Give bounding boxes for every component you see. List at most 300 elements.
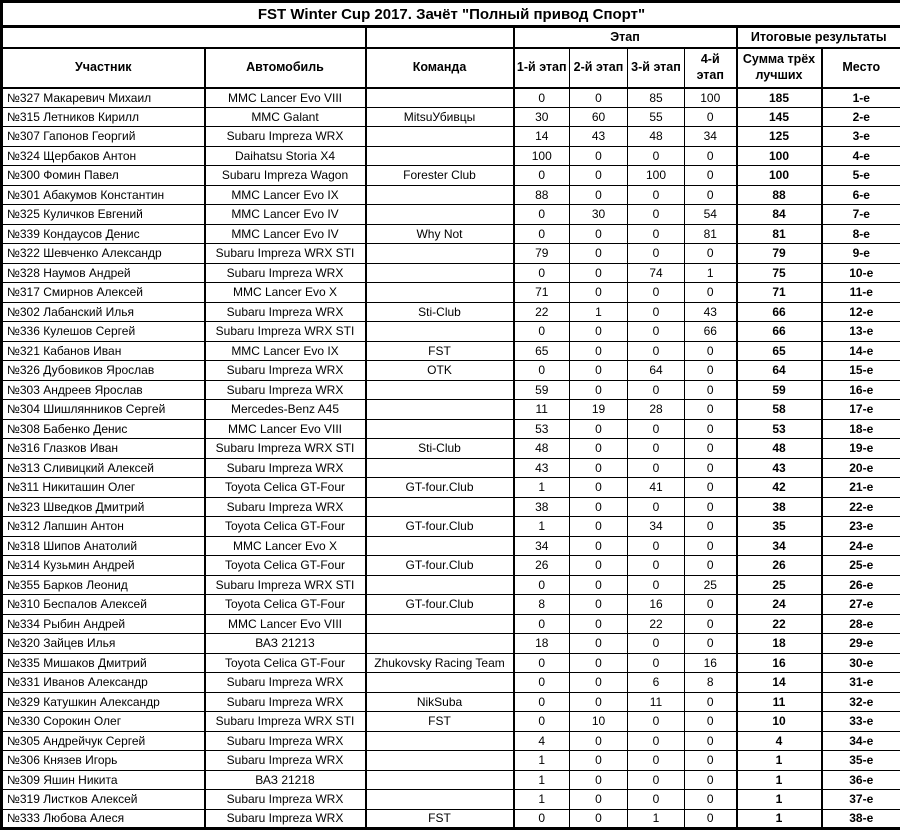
table-row [2,770,900,790]
table-row [2,458,900,478]
cell-stage-3: 0 [628,712,685,732]
cell-stage-2: 0 [570,458,628,478]
cell-participant: №327 Макаревич Михаил [2,88,205,108]
cell-team [366,770,514,790]
cell-place: 17-е [822,400,900,420]
cell-stage-1: 30 [514,107,570,127]
cell-car: MMC Lancer Evo IV [205,224,366,244]
cell-sum: 65 [737,341,822,361]
table-row [2,322,900,342]
table-row [2,575,900,595]
cell-team [366,185,514,205]
cell-stage-2: 0 [570,575,628,595]
cell-sum: 25 [737,575,822,595]
col-header-stage-1: 1-й этап [514,48,570,88]
col-header-sum: Сумма трёх лучших [737,48,822,88]
cell-place: 37-е [822,790,900,810]
cell-sum: 100 [737,166,822,186]
cell-stage-1: 0 [514,575,570,595]
cell-stage-1: 0 [514,673,570,693]
cell-stage-1: 18 [514,634,570,654]
cell-team: Zhukovsky Racing Team [366,653,514,673]
cell-stage-2: 0 [570,673,628,693]
cell-participant: №317 Смирнов Алексей [2,283,205,303]
cell-participant: №325 Куличков Евгений [2,205,205,225]
cell-team [366,673,514,693]
table-row [2,361,900,381]
cell-car: Subaru Impreza WRX [205,458,366,478]
cell-stage-2: 0 [570,419,628,439]
cell-sum: 66 [737,302,822,322]
table-row [2,244,900,264]
cell-car: Subaru Impreza WRX [205,673,366,693]
cell-sum: 81 [737,224,822,244]
cell-car: Subaru Impreza WRX STI [205,712,366,732]
cell-place: 38-е [822,809,900,829]
table-row [2,166,900,186]
cell-place: 3-е [822,127,900,147]
cell-stage-2: 0 [570,614,628,634]
cell-team [366,88,514,108]
cell-stage-3: 6 [628,673,685,693]
cell-team [366,790,514,810]
cell-car: Toyota Celica GT-Four [205,595,366,615]
cell-sum: 71 [737,283,822,303]
cell-participant: №311 Никиташин Олег [2,478,205,498]
cell-stage-2: 0 [570,185,628,205]
cell-participant: №320 Зайцев Илья [2,634,205,654]
cell-place: 33-е [822,712,900,732]
cell-stage-4: 0 [685,439,737,459]
cell-sum: 26 [737,556,822,576]
cell-stage-2: 0 [570,224,628,244]
cell-stage-2: 0 [570,439,628,459]
cell-place: 22-е [822,497,900,517]
cell-place: 7-е [822,205,900,225]
cell-place: 9-е [822,244,900,264]
cell-participant: №312 Лапшин Антон [2,517,205,537]
cell-stage-3: 0 [628,146,685,166]
cell-stage-2: 10 [570,712,628,732]
cell-stage-1: 38 [514,497,570,517]
cell-stage-1: 0 [514,692,570,712]
cell-stage-3: 48 [628,127,685,147]
cell-stage-3: 0 [628,575,685,595]
cell-car: Subaru Impreza WRX [205,809,366,829]
cell-team: FST [366,712,514,732]
cell-car: Subaru Impreza WRX [205,497,366,517]
cell-stage-2: 0 [570,380,628,400]
cell-car: MMC Galant [205,107,366,127]
table-row [2,341,900,361]
cell-team: MitsuУбивцы [366,107,514,127]
table-row [2,283,900,303]
cell-place: 2-е [822,107,900,127]
cell-sum: 100 [737,146,822,166]
cell-stage-1: 1 [514,517,570,537]
cell-team: Why Not [366,224,514,244]
cell-team [366,322,514,342]
cell-stage-3: 74 [628,263,685,283]
cell-stage-1: 22 [514,302,570,322]
cell-participant: №307 Гапонов Георгий [2,127,205,147]
cell-team [366,146,514,166]
cell-sum: 59 [737,380,822,400]
cell-stage-4: 34 [685,127,737,147]
cell-participant: №314 Кузьмин Андрей [2,556,205,576]
cell-place: 24-е [822,536,900,556]
table-row [2,302,900,322]
cell-stage-3: 0 [628,497,685,517]
cell-place: 1-е [822,88,900,108]
cell-stage-3: 0 [628,751,685,771]
cell-stage-2: 0 [570,244,628,264]
cell-participant: №331 Иванов Александр [2,673,205,693]
cell-team [366,283,514,303]
cell-stage-2: 0 [570,751,628,771]
cell-participant: №303 Андреев Ярослав [2,380,205,400]
cell-stage-2: 0 [570,497,628,517]
table-row [2,400,900,420]
cell-stage-2: 0 [570,634,628,654]
cell-stage-4: 0 [685,536,737,556]
cell-stage-1: 0 [514,653,570,673]
cell-stage-1: 0 [514,166,570,186]
cell-stage-1: 48 [514,439,570,459]
cell-stage-2: 0 [570,809,628,829]
cell-place: 13-е [822,322,900,342]
cell-stage-3: 0 [628,205,685,225]
cell-stage-1: 0 [514,614,570,634]
cell-stage-4: 54 [685,205,737,225]
cell-place: 6-е [822,185,900,205]
table-row [2,556,900,576]
cell-stage-4: 100 [685,88,737,108]
cell-team [366,751,514,771]
cell-car: Subaru Impreza WRX [205,790,366,810]
cell-place: 8-е [822,224,900,244]
table-row [2,653,900,673]
cell-car: MMC Lancer Evo VIII [205,419,366,439]
cell-stage-3: 0 [628,770,685,790]
cell-car: Subaru Impreza WRX [205,127,366,147]
cell-participant: №326 Дубовиков Ярослав [2,361,205,381]
cell-place: 28-е [822,614,900,634]
cell-car: Subaru Impreza WRX [205,731,366,751]
cell-team [366,575,514,595]
cell-participant: №339 Кондаусов Денис [2,224,205,244]
cell-stage-1: 0 [514,263,570,283]
cell-stage-4: 43 [685,302,737,322]
cell-car: Subaru Impreza WRX [205,263,366,283]
cell-sum: 1 [737,770,822,790]
cell-participant: №335 Мишаков Дмитрий [2,653,205,673]
table-row [2,224,900,244]
table-row [2,205,900,225]
cell-stage-3: 16 [628,595,685,615]
cell-participant: №318 Шипов Анатолий [2,536,205,556]
cell-car: MMC Lancer Evo VIII [205,614,366,634]
cell-team [366,458,514,478]
group-header-row [2,27,900,48]
cell-stage-3: 0 [628,419,685,439]
cell-stage-3: 0 [628,322,685,342]
cell-place: 4-е [822,146,900,166]
cell-car: Subaru Impreza WRX STI [205,322,366,342]
cell-sum: 24 [737,595,822,615]
cell-car: Mercedes-Benz A45 [205,400,366,420]
cell-stage-3: 0 [628,634,685,654]
cell-participant: №328 Наумов Андрей [2,263,205,283]
cell-stage-4: 81 [685,224,737,244]
cell-stage-1: 0 [514,712,570,732]
table-row [2,751,900,771]
cell-sum: 18 [737,634,822,654]
cell-participant: №301 Абакумов Константин [2,185,205,205]
cell-stage-4: 0 [685,166,737,186]
cell-stage-3: 0 [628,439,685,459]
cell-stage-2: 0 [570,146,628,166]
cell-sum: 10 [737,712,822,732]
page-title: FST Winter Cup 2017. Зачёт "Полный привод Спорт" [2,2,900,27]
cell-car: MMC Lancer Evo VIII [205,88,366,108]
cell-sum: 88 [737,185,822,205]
cell-stage-1: 65 [514,341,570,361]
col-header-stage-2: 2-й этап [570,48,628,88]
cell-stage-2: 1 [570,302,628,322]
cell-sum: 125 [737,127,822,147]
cell-stage-4: 0 [685,692,737,712]
cell-team: FST [366,341,514,361]
table-row [2,439,900,459]
cell-stage-4: 0 [685,634,737,654]
cell-stage-3: 0 [628,185,685,205]
cell-sum: 53 [737,419,822,439]
cell-place: 19-е [822,439,900,459]
cell-place: 30-е [822,653,900,673]
cell-stage-3: 0 [628,458,685,478]
cell-car: Subaru Impreza WRX [205,380,366,400]
table-row [2,127,900,147]
cell-team: GT-four.Club [366,556,514,576]
cell-stage-3: 0 [628,302,685,322]
col-header-place: Место [822,48,900,88]
cell-stage-2: 0 [570,595,628,615]
cell-stage-4: 25 [685,575,737,595]
cell-sum: 11 [737,692,822,712]
cell-stage-3: 64 [628,361,685,381]
cell-stage-1: 100 [514,146,570,166]
group-spacer-participant-car [2,27,366,48]
cell-team [366,263,514,283]
cell-team: NikSuba [366,692,514,712]
cell-stage-4: 0 [685,380,737,400]
cell-stage-2: 0 [570,556,628,576]
cell-team: GT-four.Club [366,595,514,615]
cell-car: Toyota Celica GT-Four [205,653,366,673]
cell-stage-4: 0 [685,770,737,790]
cell-stage-1: 11 [514,400,570,420]
cell-stage-3: 11 [628,692,685,712]
cell-place: 32-е [822,692,900,712]
table-row [2,380,900,400]
cell-sum: 43 [737,458,822,478]
cell-participant: №300 Фомин Павел [2,166,205,186]
cell-place: 21-е [822,478,900,498]
cell-team [366,497,514,517]
cell-participant: №336 Кулешов Сергей [2,322,205,342]
cell-stage-2: 0 [570,731,628,751]
cell-team [366,419,514,439]
cell-car: Subaru Impreza WRX [205,751,366,771]
cell-participant: №321 Кабанов Иван [2,341,205,361]
cell-stage-1: 1 [514,790,570,810]
cell-place: 18-е [822,419,900,439]
cell-place: 34-е [822,731,900,751]
cell-participant: №333 Любова Алеся [2,809,205,829]
cell-stage-1: 0 [514,322,570,342]
cell-sum: 22 [737,614,822,634]
cell-stage-2: 0 [570,322,628,342]
cell-participant: №322 Шевченко Александр [2,244,205,264]
cell-stage-2: 43 [570,127,628,147]
cell-participant: №330 Сорокин Олег [2,712,205,732]
cell-car: Subaru Impreza WRX [205,302,366,322]
cell-stage-1: 0 [514,205,570,225]
table-row [2,497,900,517]
cell-stage-1: 14 [514,127,570,147]
cell-place: 23-е [822,517,900,537]
cell-place: 35-е [822,751,900,771]
cell-stage-2: 0 [570,263,628,283]
cell-stage-1: 0 [514,224,570,244]
cell-stage-2: 0 [570,478,628,498]
cell-stage-4: 0 [685,712,737,732]
cell-team [366,614,514,634]
cell-stage-1: 53 [514,419,570,439]
cell-place: 5-е [822,166,900,186]
cell-stage-4: 1 [685,263,737,283]
cell-car: Toyota Celica GT-Four [205,556,366,576]
cell-stage-1: 1 [514,751,570,771]
cell-stage-2: 0 [570,361,628,381]
cell-stage-3: 0 [628,224,685,244]
cell-car: Subaru Impreza WRX STI [205,439,366,459]
cell-participant: №316 Глазков Иван [2,439,205,459]
group-spacer-team [366,27,514,48]
cell-participant: №308 Бабенко Денис [2,419,205,439]
cell-stage-3: 0 [628,653,685,673]
table-row [2,595,900,615]
cell-sum: 79 [737,244,822,264]
cell-participant: №329 Катушкин Александр [2,692,205,712]
cell-team [366,536,514,556]
cell-stage-2: 0 [570,517,628,537]
cell-stage-4: 0 [685,146,737,166]
cell-stage-2: 0 [570,770,628,790]
cell-stage-4: 0 [685,478,737,498]
cell-stage-4: 0 [685,185,737,205]
cell-stage-4: 0 [685,614,737,634]
cell-place: 26-е [822,575,900,595]
cell-place: 27-е [822,595,900,615]
cell-participant: №355 Барков Леонид [2,575,205,595]
table-row [2,88,900,108]
cell-team: OTK [366,361,514,381]
col-header-car: Автомобиль [205,48,366,88]
cell-stage-1: 1 [514,770,570,790]
col-header-participant: Участник [2,48,205,88]
cell-stage-4: 0 [685,361,737,381]
table-row [2,692,900,712]
col-header-team: Команда [366,48,514,88]
cell-team: FST [366,809,514,829]
results-group-header: Итоговые результаты [737,27,900,48]
cell-stage-3: 0 [628,244,685,264]
cell-stage-2: 0 [570,166,628,186]
cell-car: ВАЗ 21213 [205,634,366,654]
table-row [2,731,900,751]
cell-stage-3: 0 [628,790,685,810]
cell-sum: 14 [737,673,822,693]
cell-stage-2: 0 [570,653,628,673]
cell-stage-1: 4 [514,731,570,751]
table-row [2,712,900,732]
cell-car: MMC Lancer Evo IV [205,205,366,225]
cell-stage-3: 85 [628,88,685,108]
cell-stage-2: 60 [570,107,628,127]
cell-team: GT-four.Club [366,478,514,498]
cell-place: 15-е [822,361,900,381]
cell-car: Toyota Celica GT-Four [205,478,366,498]
table-row [2,107,900,127]
cell-stage-3: 41 [628,478,685,498]
cell-team: Forester Club [366,166,514,186]
cell-stage-3: 0 [628,556,685,576]
cell-stage-3: 100 [628,166,685,186]
cell-sum: 16 [737,653,822,673]
cell-stage-4: 0 [685,751,737,771]
cell-car: MMC Lancer Evo X [205,536,366,556]
cell-car: Subaru Impreza WRX STI [205,575,366,595]
cell-stage-4: 0 [685,107,737,127]
cell-stage-1: 79 [514,244,570,264]
cell-place: 16-е [822,380,900,400]
cell-sum: 1 [737,809,822,829]
cell-stage-1: 59 [514,380,570,400]
cell-sum: 58 [737,400,822,420]
cell-stage-1: 0 [514,88,570,108]
table-row [2,673,900,693]
col-header-stage-3: 3-й этап [628,48,685,88]
cell-stage-2: 30 [570,205,628,225]
cell-stage-1: 88 [514,185,570,205]
table-row [2,263,900,283]
cell-participant: №323 Шведков Дмитрий [2,497,205,517]
cell-stage-1: 34 [514,536,570,556]
cell-sum: 75 [737,263,822,283]
cell-stage-1: 71 [514,283,570,303]
cell-stage-4: 0 [685,497,737,517]
cell-place: 11-е [822,283,900,303]
cell-stage-4: 16 [685,653,737,673]
title-row [2,2,900,27]
cell-place: 14-е [822,341,900,361]
cell-team [366,380,514,400]
cell-car: Subaru Impreza WRX [205,692,366,712]
cell-car: MMC Lancer Evo X [205,283,366,303]
cell-place: 36-е [822,770,900,790]
